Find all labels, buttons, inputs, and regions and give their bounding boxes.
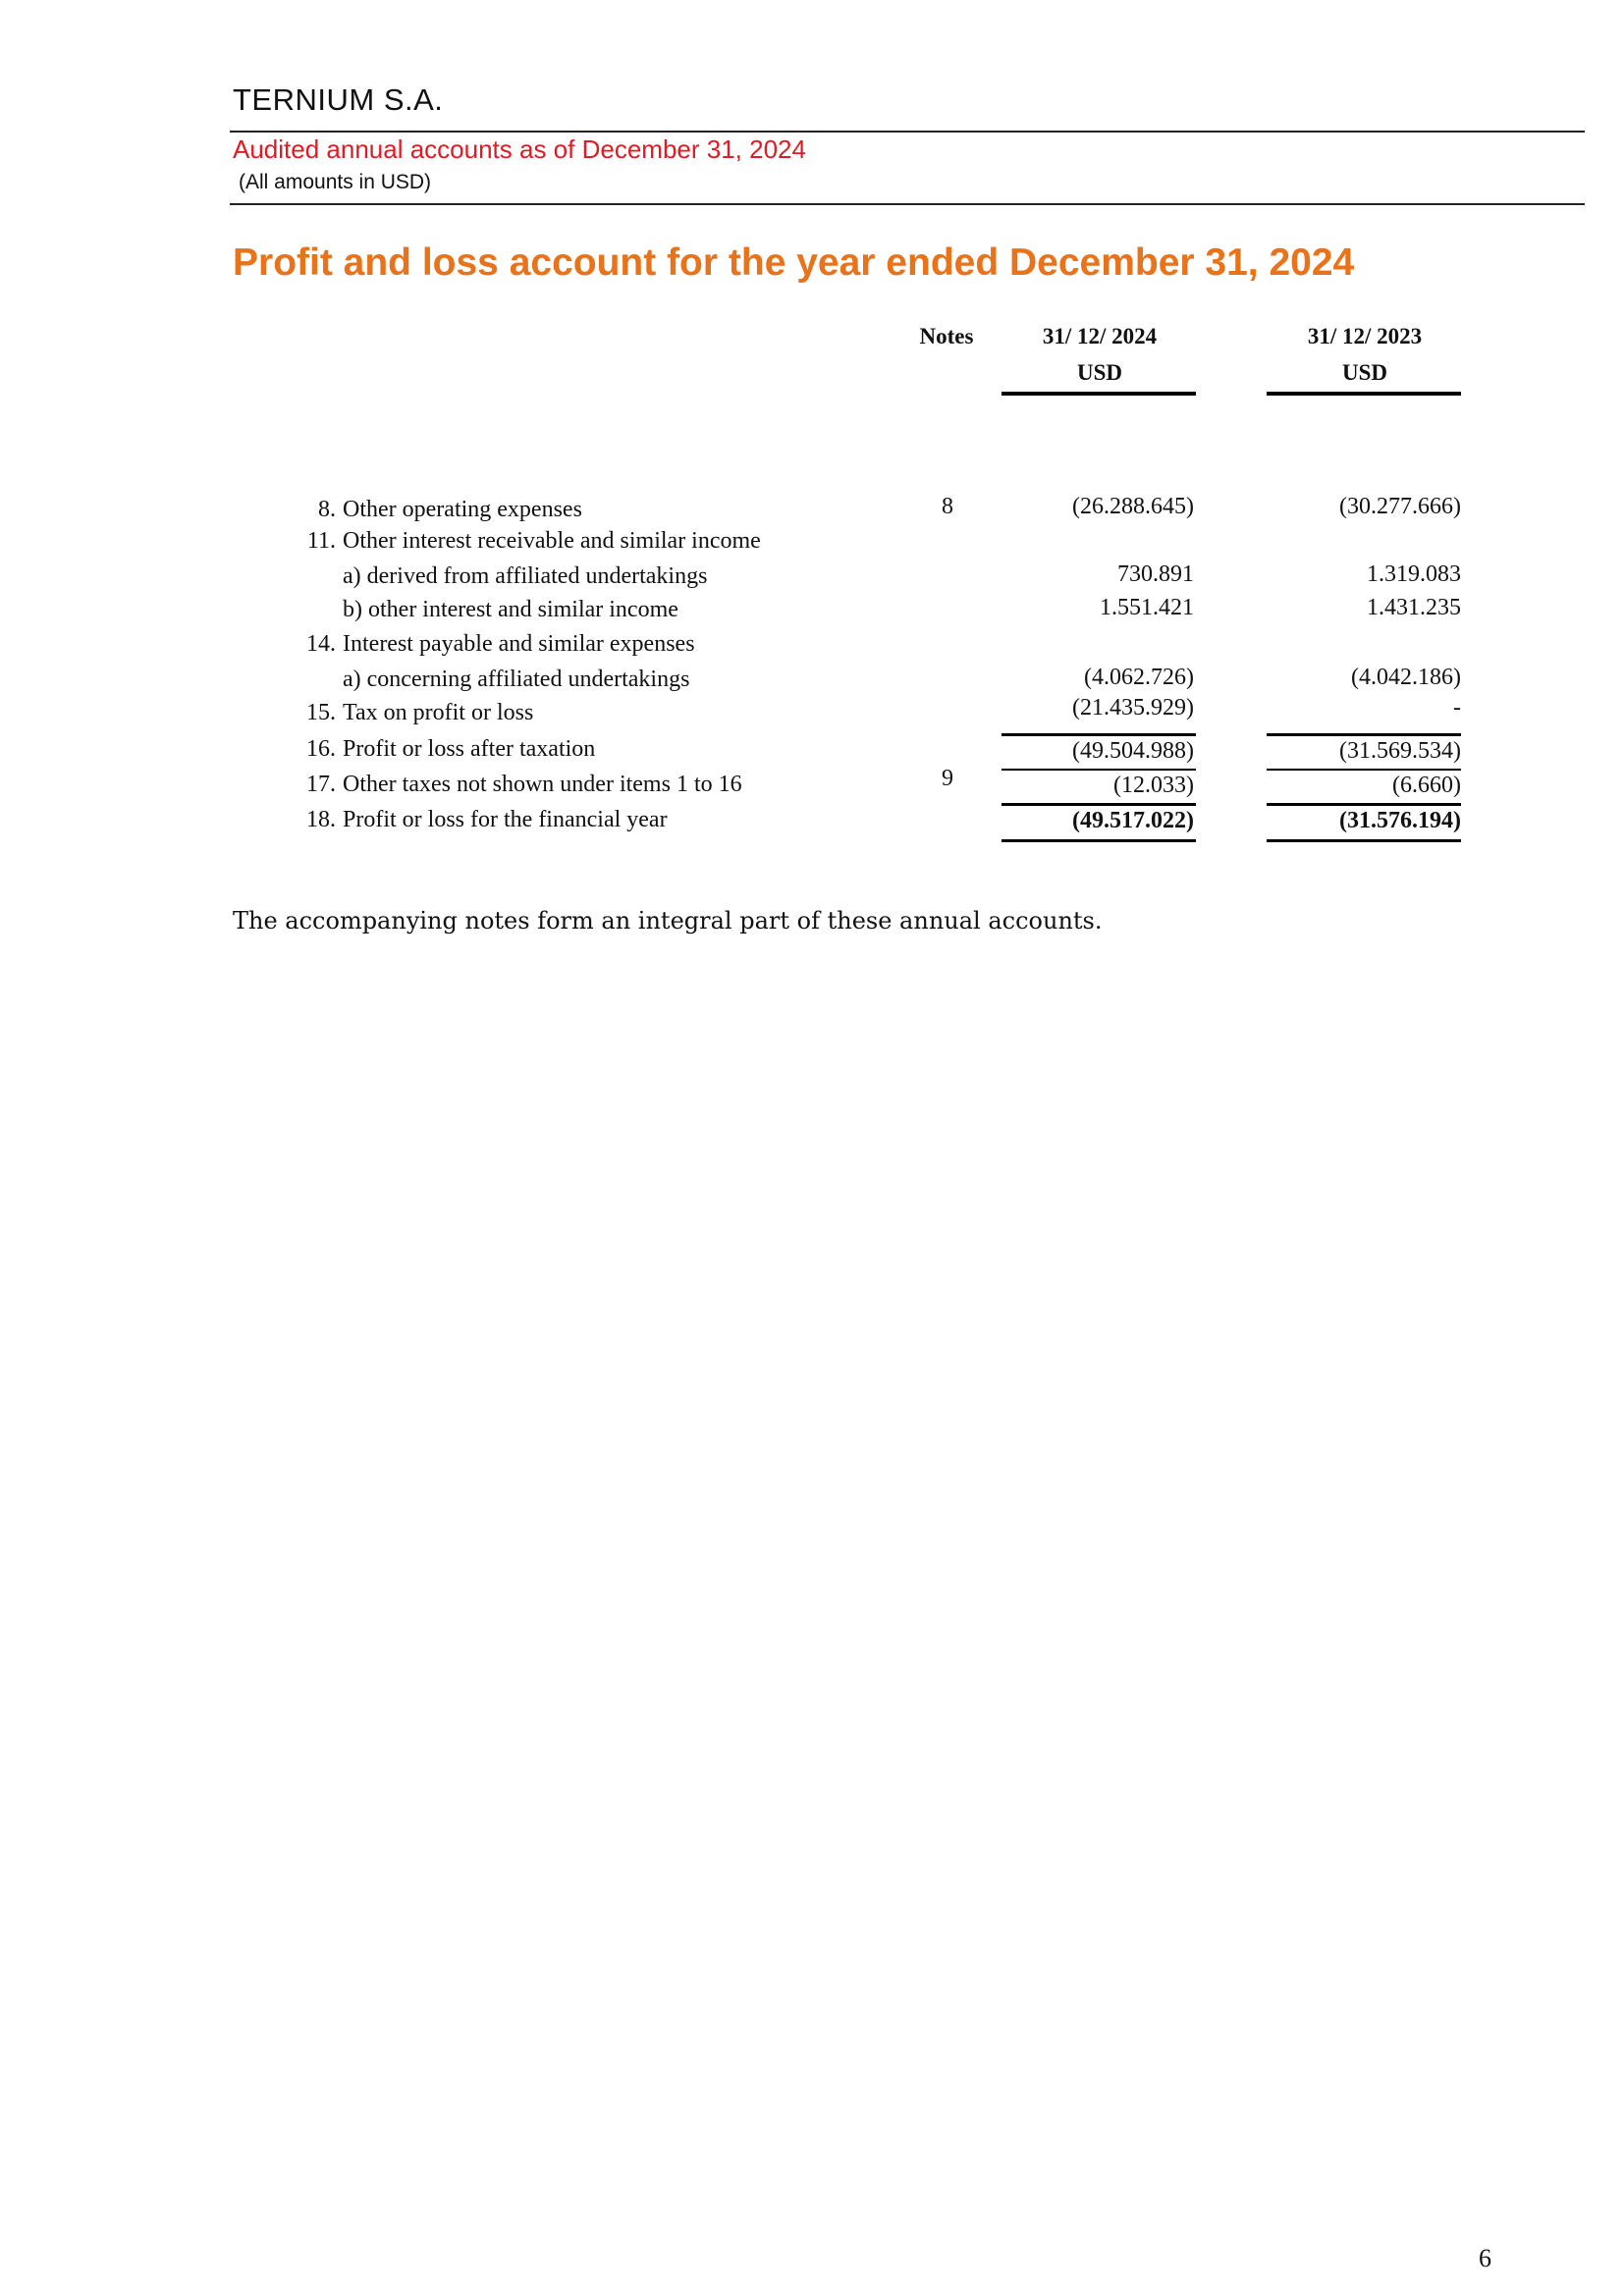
row-value-2023: (6.660): [1392, 773, 1461, 798]
amounts-note: (All amounts in USD): [239, 171, 432, 193]
row-note: 8: [942, 494, 953, 519]
total-rule-top-2023: [1267, 803, 1461, 806]
table-row: [0, 597, 1624, 626]
row-label: a) derived from affiliated undertakings: [343, 563, 708, 589]
total-rule-bottom-2024: [1001, 839, 1196, 842]
col-2023-header-rule: [1267, 392, 1461, 396]
row-label: Other taxes not shown under items 1 to 16: [343, 772, 742, 797]
col-2024-header-rule: [1001, 392, 1196, 396]
row-value-2024: (21.435.929): [1072, 695, 1194, 721]
row-value-2023: -: [1453, 695, 1461, 721]
row-value-2024: (12.033): [1113, 773, 1194, 798]
row-label: Interest payable and similar expenses: [343, 631, 695, 657]
col-2023-unit-header: USD: [1341, 360, 1387, 385]
row-rule-2024: [1001, 769, 1196, 771]
row-value-2023: (31.576.194): [1339, 808, 1461, 833]
header-divider-top: [230, 131, 1585, 133]
row-value-2024: 1.551.421: [1100, 595, 1194, 620]
page-title: Profit and loss account for the year ended December 31, 2024: [233, 241, 1355, 284]
document-subtitle: Audited annual accounts as of December 31, 2024: [233, 134, 806, 164]
table-row: [0, 766, 1624, 801]
col-2024-unit-header: USD: [1076, 360, 1122, 385]
row-number: 17.: [306, 772, 336, 797]
row-rule-2023: [1267, 769, 1461, 771]
page-number: 6: [1479, 2244, 1491, 2272]
col-2023-date-header: 31/ 12/ 2023: [1307, 324, 1423, 348]
accompanying-notes-statement: The accompanying notes form an integral part of these annual accounts.: [233, 907, 1103, 934]
table-row: [0, 736, 1624, 766]
table-row: [0, 667, 1624, 696]
row-value-2024: (4.062.726): [1084, 665, 1194, 690]
row-number: 14.: [306, 631, 336, 657]
row-value-2023: 1.319.083: [1367, 561, 1461, 587]
row-value-2023: (31.569.534): [1339, 738, 1461, 764]
row-value-2024: (49.504.988): [1072, 738, 1194, 764]
row-number: 8.: [318, 497, 336, 522]
company-name: TERNIUM S.A.: [233, 82, 444, 117]
total-rule-top-2024: [1001, 803, 1196, 806]
table-row: [0, 563, 1624, 593]
row-label: Other interest receivable and similar income: [343, 528, 761, 554]
row-value-2024: (49.517.022): [1072, 808, 1194, 833]
row-label: Profit or loss after taxation: [343, 736, 596, 762]
row-label: Tax on profit or loss: [343, 700, 534, 725]
row-number: 15.: [306, 700, 336, 725]
col-2024-date-header: 31/ 12/ 2024: [1042, 324, 1158, 348]
header-divider-bottom: [230, 203, 1585, 205]
row-label: b) other interest and similar income: [343, 597, 678, 622]
row-number: 18.: [306, 807, 336, 832]
row-number: 11.: [306, 528, 336, 554]
row-label: Profit or loss for the financial year: [343, 807, 668, 832]
row-note: 9: [942, 766, 953, 791]
row-value-2023: (4.042.186): [1351, 665, 1461, 690]
table-row-total: [0, 807, 1624, 836]
table-row: [0, 695, 1624, 729]
row-value-2023: (30.277.666): [1339, 494, 1461, 519]
row-value-2024: (26.288.645): [1072, 494, 1194, 519]
row-value-2024: 730.891: [1117, 561, 1194, 587]
notes-column-header: Notes: [919, 324, 974, 348]
table-row: [0, 528, 1624, 558]
row-number: 16.: [306, 736, 336, 762]
total-rule-bottom-2023: [1267, 839, 1461, 842]
row-label: a) concerning affiliated undertakings: [343, 667, 690, 692]
row-label: Other operating expenses: [343, 497, 582, 522]
table-row: [0, 631, 1624, 661]
row-value-2023: 1.431.235: [1367, 595, 1461, 620]
table-row: [0, 494, 1624, 526]
